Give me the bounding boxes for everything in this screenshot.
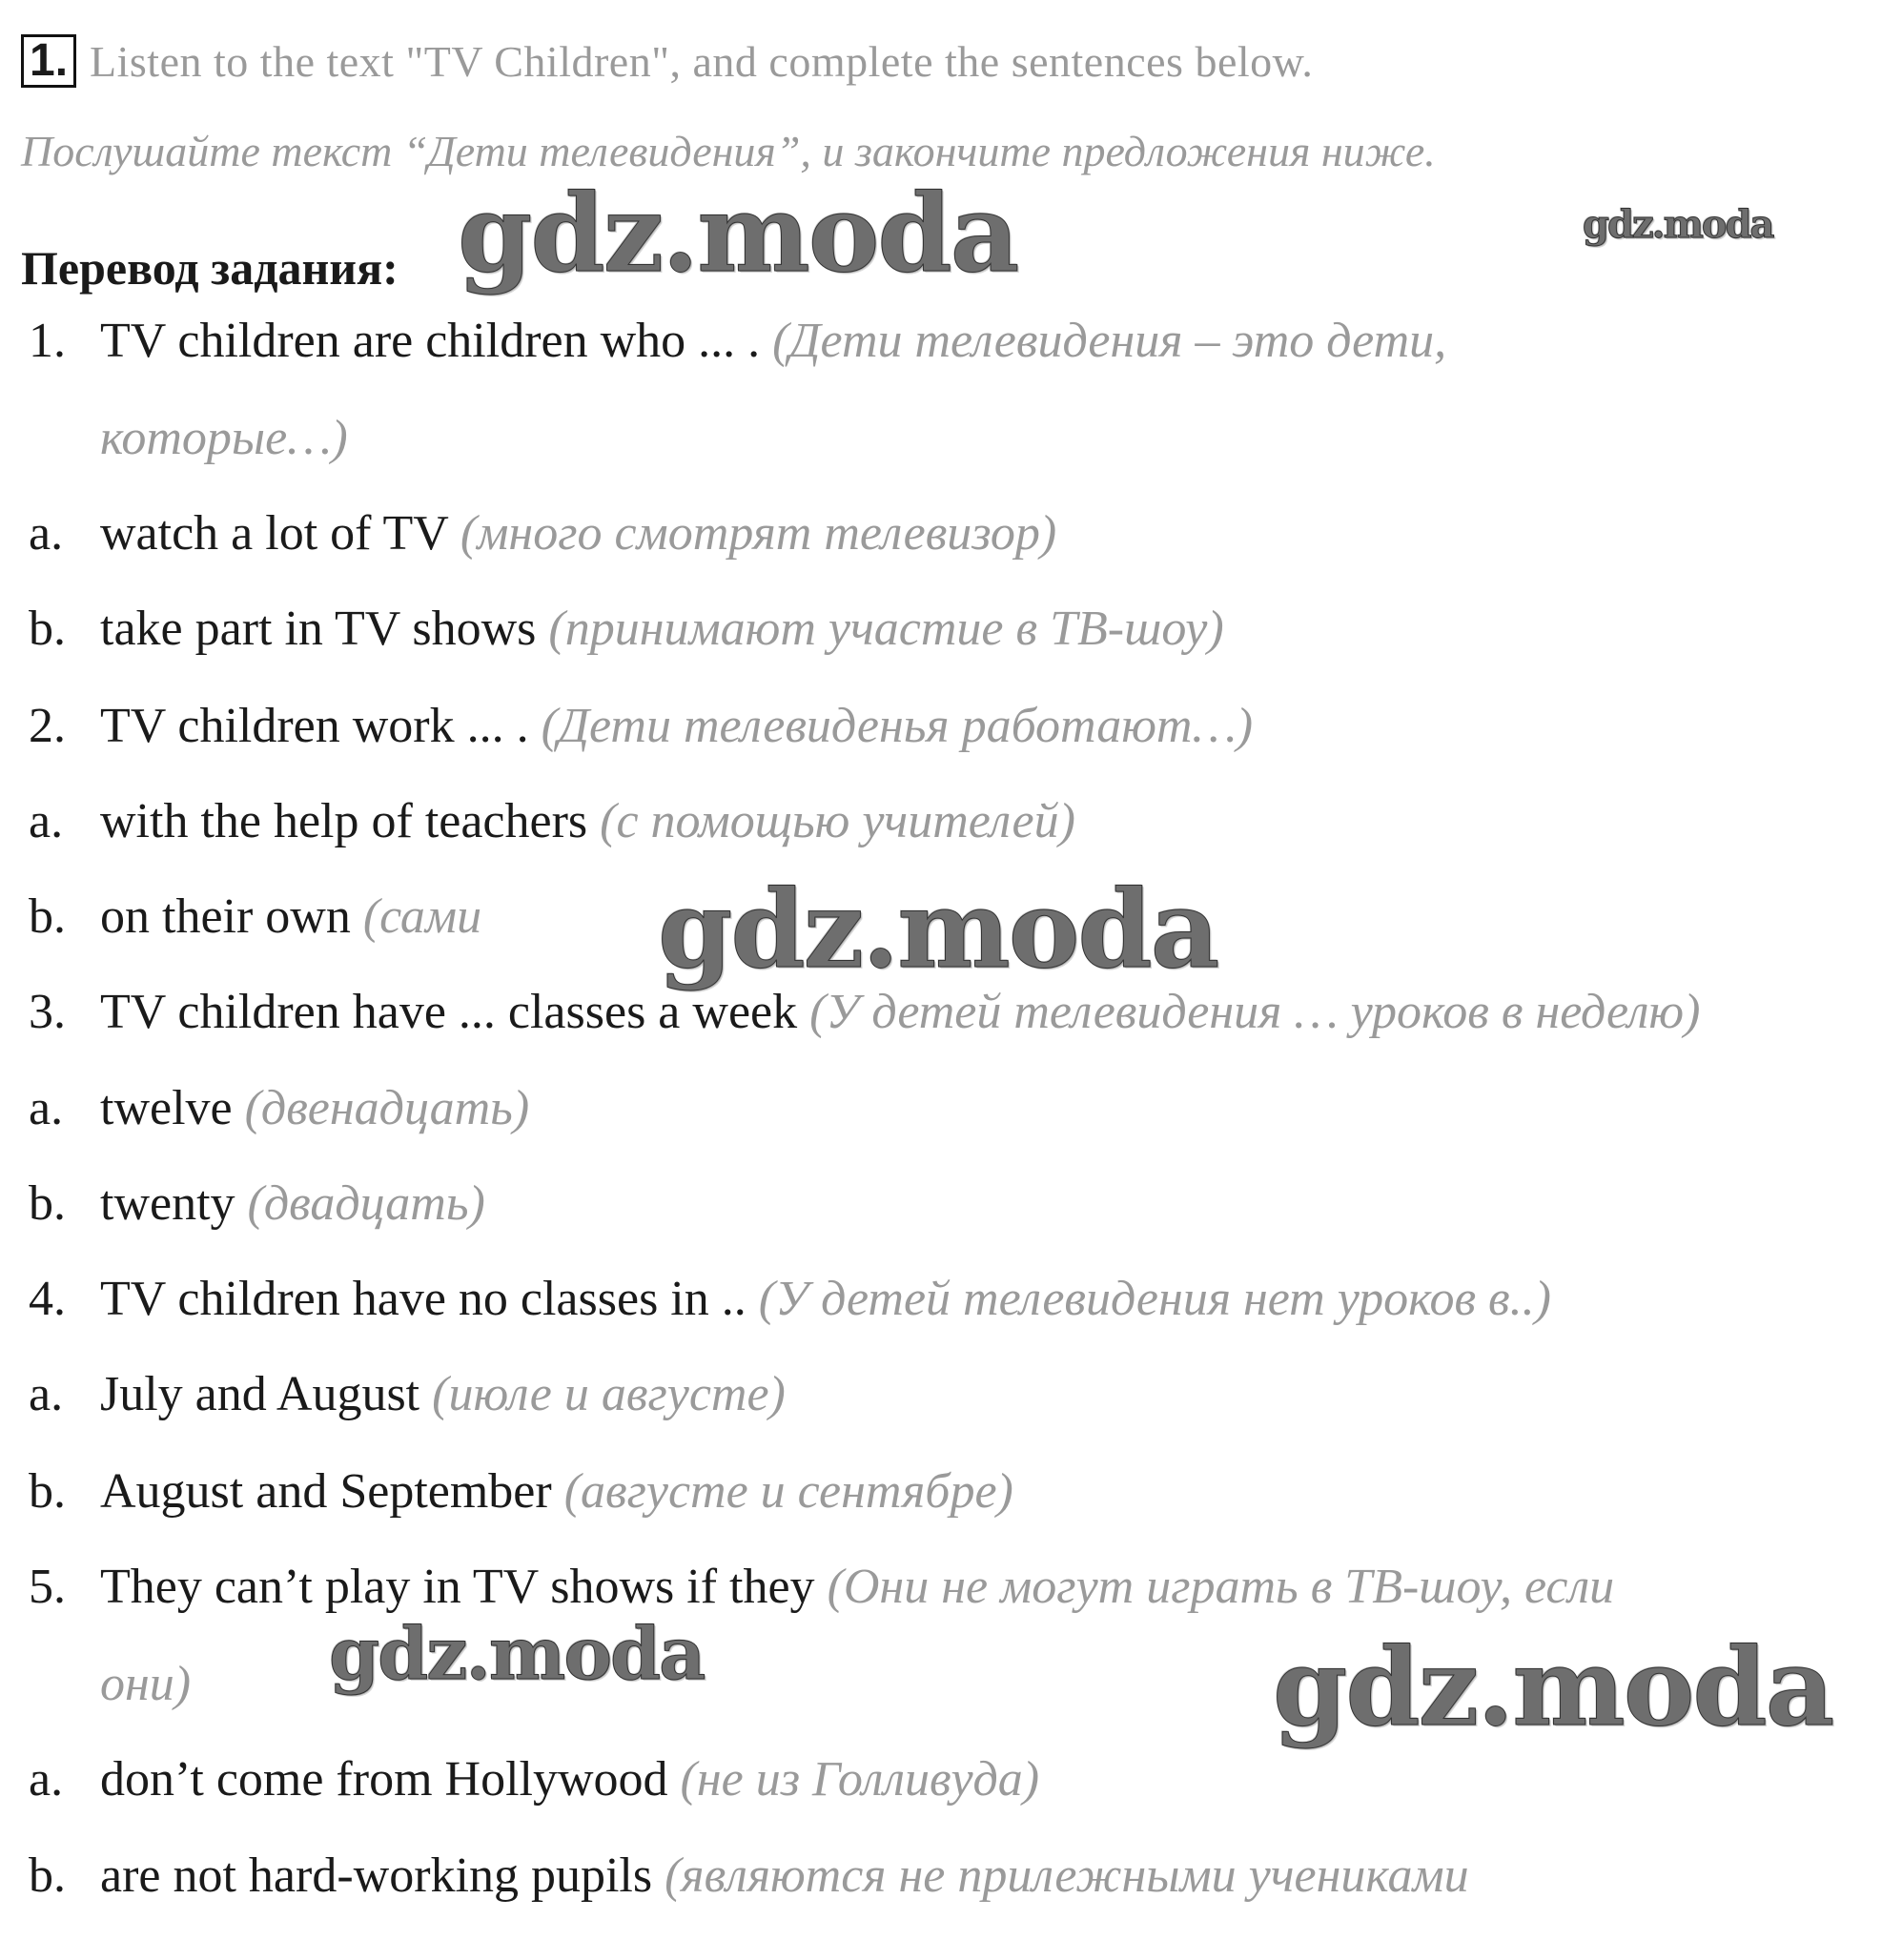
item-translation: которые…) [100,411,348,465]
item-content [100,1848,1469,1904]
item-text: twenty [100,1176,235,1231]
item-translation: (с помощью учителей) [600,794,1075,848]
item-translation: (Дети телевиденья работают…) [541,699,1254,753]
item-marker: 4. [29,1272,66,1326]
item-text: August and September [100,1464,552,1519]
item-content [100,1751,1039,1807]
item-content [100,410,348,466]
item-translation: (Дети телевидения – это дети, [772,314,1447,368]
item-translation: (двадцать) [247,1176,485,1231]
item-marker: a. [29,1752,64,1807]
watermark: gdz.moda [329,1611,705,1696]
item-translation: (Они не могут играть в ТВ-шоу, если [827,1560,1615,1614]
item-marker: b. [29,1176,66,1231]
item-content [100,888,481,945]
task-instruction-ru: Послушайте текст “Дети телевидения”, и закончите предложения ниже. [21,127,1436,175]
item-content [100,1080,529,1136]
item-marker: b. [29,602,66,656]
item-content [100,1656,191,1712]
item-text: with the help of teachers [100,794,588,848]
item-text: July and August [100,1367,420,1421]
item-content [100,793,1075,849]
item-marker: 2. [29,699,66,753]
item-marker: a. [29,506,64,561]
item-content [100,1559,1614,1615]
watermark: gdz.moda [458,172,1018,296]
item-marker: 5. [29,1560,66,1614]
watermark: gdz.moda [1583,202,1773,247]
item-text: watch a lot of TV [100,506,448,561]
item-marker: b. [29,1848,66,1903]
item-translation: (У детей телевидения нет уроков в..) [758,1272,1551,1326]
task-header [21,34,1313,88]
item-translation: (много смотрят телевизор) [460,506,1057,561]
item-text: twelve [100,1081,233,1135]
task-instruction: Listen to the text "TV Children", and complete the sentences below. [90,36,1314,86]
item-translation: (двенадцать) [244,1081,530,1135]
item-text: They can’t play in TV shows if they [100,1560,815,1614]
item-text: TV children have no classes in .. [100,1272,746,1326]
item-content [100,601,1224,657]
item-translation: (августе и сентябре) [563,1464,1013,1519]
item-content [100,1175,485,1232]
item-content [100,1463,1013,1520]
item-translation: (являются не прилежными учениками [665,1848,1469,1903]
item-content [100,1366,786,1422]
item-marker: a. [29,794,64,848]
item-marker: 3. [29,985,66,1039]
item-translation: (У детей телевидения … уроков в неделю) [809,985,1701,1039]
item-text: TV children have ... classes a week [100,985,798,1039]
item-marker: b. [29,1464,66,1519]
item-marker: a. [29,1081,64,1135]
item-translation: (не из Голливуда) [680,1752,1040,1807]
item-marker: a. [29,1367,64,1421]
item-text: TV children are children who ... . [100,314,761,368]
item-translation: они) [100,1657,192,1711]
item-text: take part in TV shows [100,602,537,656]
translation-label: Перевод задания: [21,241,399,295]
item-text: don’t come from Hollywood [100,1752,668,1807]
item-translation: (июле и августе) [432,1367,786,1421]
watermark: gdz.moda [1273,1625,1833,1750]
item-translation: (принимают участие в ТВ-шоу) [548,602,1224,656]
item-content [100,313,1446,369]
item-translation: (сами [362,889,482,944]
item-marker: 1. [29,314,66,368]
item-text: TV children work ... . [100,699,529,753]
item-content [100,505,1056,561]
item-text: are not hard-working pupils [100,1848,653,1903]
item-marker: b. [29,889,66,944]
task-number: 1. [21,34,76,88]
watermark: gdz.moda [658,868,1218,992]
item-text: on their own [100,889,351,944]
item-content [100,1271,1551,1327]
item-content [100,698,1253,754]
